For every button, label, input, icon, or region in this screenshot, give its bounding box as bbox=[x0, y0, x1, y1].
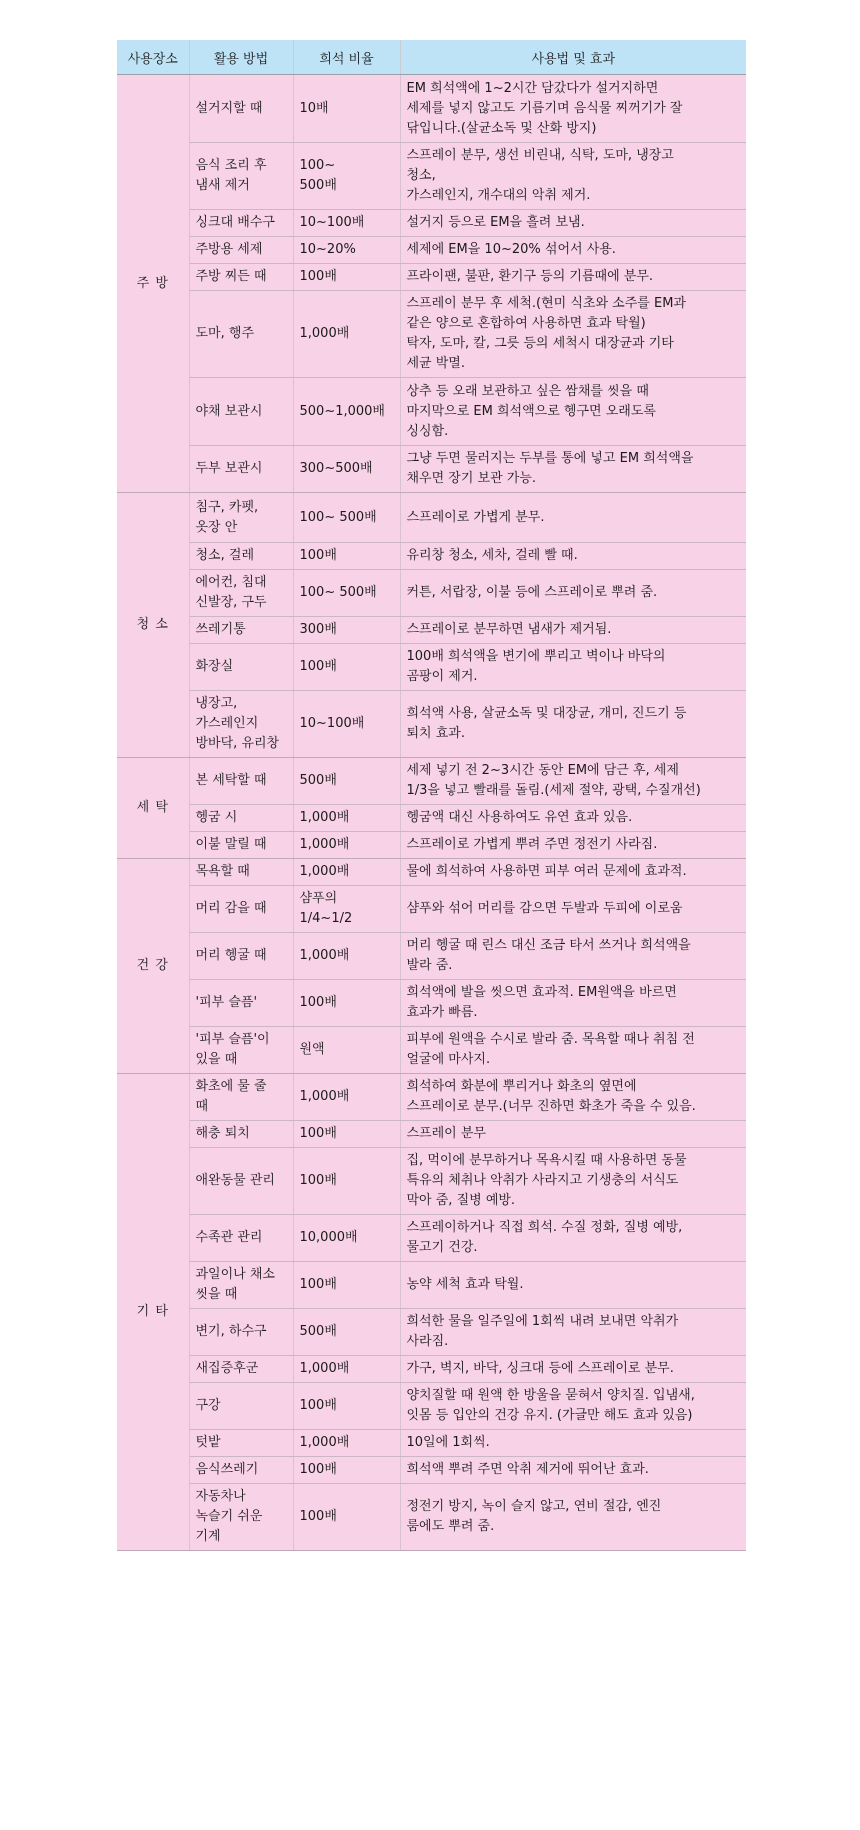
table-body bbox=[117, 75, 746, 1551]
table-header bbox=[117, 40, 746, 75]
table-row bbox=[117, 617, 746, 644]
method-cell: 머리 헹굴 때 bbox=[189, 933, 293, 980]
effect-cell: 상추 등 오래 보관하고 싶은 쌈채를 씻을 때 마지막으로 EM 희석액으로 헹구면 오래도록 싱싱함. bbox=[400, 378, 746, 446]
method-cell: 헹굼 시 bbox=[189, 805, 293, 832]
ratio-cell: 10,000배 bbox=[293, 1215, 400, 1262]
effect-cell: 머리 헹굴 때 린스 대신 조금 타서 쓰거나 희석액을 발라 줌. bbox=[400, 933, 746, 980]
method-cell: 머리 감을 때 bbox=[189, 886, 293, 933]
effect-cell: 세제에 EM을 10~20% 섞어서 사용. bbox=[400, 237, 746, 264]
effect-cell: 농약 세척 효과 탁월. bbox=[400, 1262, 746, 1309]
effect-cell: 피부에 원액을 수시로 발라 줌. 목욕할 때나 취침 전 얼굴에 마사지. bbox=[400, 1027, 746, 1074]
ratio-cell: 500배 bbox=[293, 1309, 400, 1356]
table-row bbox=[117, 1356, 746, 1383]
ratio-cell: 100배 bbox=[293, 543, 400, 570]
ratio-cell: 원액 bbox=[293, 1027, 400, 1074]
table-row bbox=[117, 264, 746, 291]
effect-cell: 세제 넣기 전 2~3시간 동안 EM에 담근 후, 세제 1/3을 넣고 빨래를 돌림.(세제 절약, 광택, 수질개선) bbox=[400, 758, 746, 805]
method-cell: 과일이나 채소 씻을 때 bbox=[189, 1262, 293, 1309]
ratio-cell: 100~ 500배 bbox=[293, 493, 400, 543]
method-cell: 화초에 물 줄 때 bbox=[189, 1074, 293, 1121]
effect-cell: 설거지 등으로 EM을 흘려 보냄. bbox=[400, 210, 746, 237]
ratio-cell: 100배 bbox=[293, 980, 400, 1027]
effect-cell: 프라이팬, 불판, 환기구 등의 기름때에 분무. bbox=[400, 264, 746, 291]
method-cell: 목욕할 때 bbox=[189, 859, 293, 886]
method-cell: 음식쓰레기 bbox=[189, 1457, 293, 1484]
method-cell: 주방 찌든 때 bbox=[189, 264, 293, 291]
em-usage-table bbox=[117, 40, 746, 1551]
table-row bbox=[117, 805, 746, 832]
effect-cell: 커튼, 서랍장, 이불 등에 스프레이로 뿌려 줌. bbox=[400, 570, 746, 617]
table-row bbox=[117, 75, 746, 143]
effect-cell: 희석한 물을 일주일에 1회씩 내려 보내면 악취가 사라짐. bbox=[400, 1309, 746, 1356]
effect-cell: 희석하여 화분에 뿌리거나 화초의 옆면에 스프레이로 분무.(너무 진하면 화초가 죽을 수 있음. bbox=[400, 1074, 746, 1121]
effect-cell: 희석액 뿌려 주면 악취 제거에 뛰어난 효과. bbox=[400, 1457, 746, 1484]
ratio-cell: 100배 bbox=[293, 1457, 400, 1484]
ratio-cell: 100배 bbox=[293, 1148, 400, 1215]
method-cell: 화장실 bbox=[189, 644, 293, 691]
ratio-cell: 1,000배 bbox=[293, 933, 400, 980]
effect-cell: 스프레이 분무 후 세척.(현미 식초와 소주를 EM과 같은 양으로 혼합하여 사용하면 효과 탁월) 탁자, 도마, 칼, 그릇 등의 세척시 대장균과 기타 세균 박멸. bbox=[400, 291, 746, 378]
method-cell: 애완동물 관리 bbox=[189, 1148, 293, 1215]
ratio-cell: 1,000배 bbox=[293, 832, 400, 859]
method-cell: 에어컨, 침대 신발장, 구두 bbox=[189, 570, 293, 617]
method-cell: 야채 보관시 bbox=[189, 378, 293, 446]
effect-cell: 샴푸와 섞어 머리를 감으면 두발과 두피에 이로움 bbox=[400, 886, 746, 933]
effect-cell: 유리창 청소, 세차, 걸레 빨 때. bbox=[400, 543, 746, 570]
effect-cell: 희석액에 발을 씻으면 효과적. EM원액을 바르면 효과가 빠름. bbox=[400, 980, 746, 1027]
ratio-cell: 100~ 500배 bbox=[293, 143, 400, 210]
method-cell: 음식 조리 후 냄새 제거 bbox=[189, 143, 293, 210]
ratio-cell: 10~100배 bbox=[293, 210, 400, 237]
category-cell: 청 소 bbox=[117, 493, 189, 758]
method-cell: 구강 bbox=[189, 1383, 293, 1430]
table-row bbox=[117, 143, 746, 210]
effect-cell: 스프레이하거나 직접 희석. 수질 정화, 질병 예방, 물고기 건강. bbox=[400, 1215, 746, 1262]
category-cell: 세 탁 bbox=[117, 758, 189, 859]
table-row bbox=[117, 291, 746, 378]
ratio-cell: 1,000배 bbox=[293, 805, 400, 832]
method-cell: 쓰레기통 bbox=[189, 617, 293, 644]
table-row bbox=[117, 886, 746, 933]
method-cell: 주방용 세제 bbox=[189, 237, 293, 264]
ratio-cell: 1,000배 bbox=[293, 291, 400, 378]
ratio-cell: 500~1,000배 bbox=[293, 378, 400, 446]
effect-cell: 스프레이로 분무하면 냄새가 제거됨. bbox=[400, 617, 746, 644]
ratio-cell: 샴푸의 1/4~1/2 bbox=[293, 886, 400, 933]
method-cell: 해충 퇴치 bbox=[189, 1121, 293, 1148]
effect-cell: 스프레이 분무, 생선 비린내, 식탁, 도마, 냉장고 청소, 가스레인지, 개수대의 악취 제거. bbox=[400, 143, 746, 210]
effect-cell: 물에 희석하여 사용하면 피부 여러 문제에 효과적. bbox=[400, 859, 746, 886]
ratio-cell: 10~100배 bbox=[293, 691, 400, 758]
effect-cell: 그냥 두면 물러지는 두부를 통에 넣고 EM 희석액을 채우면 장기 보관 가능. bbox=[400, 446, 746, 493]
header-method: 활용 방법 bbox=[189, 40, 293, 75]
ratio-cell: 10~20% bbox=[293, 237, 400, 264]
table-row bbox=[117, 1430, 746, 1457]
effect-cell: 스프레이로 가볍게 분무. bbox=[400, 493, 746, 543]
table-row bbox=[117, 644, 746, 691]
table-row bbox=[117, 859, 746, 886]
ratio-cell: 500배 bbox=[293, 758, 400, 805]
effect-cell: 10일에 1회씩. bbox=[400, 1430, 746, 1457]
ratio-cell: 300배 bbox=[293, 617, 400, 644]
em-usage-table-container bbox=[117, 40, 746, 1551]
ratio-cell: 100배 bbox=[293, 1262, 400, 1309]
ratio-cell: 10배 bbox=[293, 75, 400, 143]
method-cell: 변기, 하수구 bbox=[189, 1309, 293, 1356]
method-cell: '피부 슬픔' bbox=[189, 980, 293, 1027]
category-cell: 주 방 bbox=[117, 75, 189, 493]
method-cell: 침구, 카펫, 옷장 안 bbox=[189, 493, 293, 543]
effect-cell: 양치질할 때 원액 한 방울을 묻혀서 양치질. 입냄새, 잇몸 등 입안의 건강 유지. (가글만 해도 효과 있음) bbox=[400, 1383, 746, 1430]
ratio-cell: 100배 bbox=[293, 1121, 400, 1148]
table-row bbox=[117, 1262, 746, 1309]
method-cell: 이불 말릴 때 bbox=[189, 832, 293, 859]
effect-cell: 헹굼액 대신 사용하여도 유연 효과 있음. bbox=[400, 805, 746, 832]
header-place: 사용장소 bbox=[117, 40, 189, 75]
ratio-cell: 1,000배 bbox=[293, 1074, 400, 1121]
header-ratio: 희석 비율 bbox=[293, 40, 400, 75]
effect-cell: 희석액 사용, 살균소독 및 대장균, 개미, 진드기 등 퇴치 효과. bbox=[400, 691, 746, 758]
method-cell: 본 세탁할 때 bbox=[189, 758, 293, 805]
ratio-cell: 1,000배 bbox=[293, 859, 400, 886]
method-cell: 수족관 관리 bbox=[189, 1215, 293, 1262]
table-row bbox=[117, 758, 746, 805]
ratio-cell: 100배 bbox=[293, 1383, 400, 1430]
method-cell: 설거지할 때 bbox=[189, 75, 293, 143]
effect-cell: 스프레이로 가볍게 뿌려 주면 정전기 사라짐. bbox=[400, 832, 746, 859]
table-row bbox=[117, 1215, 746, 1262]
effect-cell: 100배 희석액을 변기에 뿌리고 벽이나 바닥의 곰팡이 제거. bbox=[400, 644, 746, 691]
ratio-cell: 1,000배 bbox=[293, 1356, 400, 1383]
table-row bbox=[117, 691, 746, 758]
table-row bbox=[117, 1148, 746, 1215]
table-row bbox=[117, 378, 746, 446]
table-row bbox=[117, 493, 746, 543]
category-cell: 기 타 bbox=[117, 1074, 189, 1551]
header-row bbox=[117, 40, 746, 75]
method-cell: '피부 슬픔'이 있을 때 bbox=[189, 1027, 293, 1074]
ratio-cell: 100배 bbox=[293, 644, 400, 691]
table-row bbox=[117, 1457, 746, 1484]
table-row bbox=[117, 1121, 746, 1148]
header-effect: 사용법 및 효과 bbox=[400, 40, 746, 75]
table-row bbox=[117, 1074, 746, 1121]
category-cell: 건 강 bbox=[117, 859, 189, 1074]
table-row bbox=[117, 570, 746, 617]
ratio-cell: 1,000배 bbox=[293, 1430, 400, 1457]
method-cell: 도마, 행주 bbox=[189, 291, 293, 378]
method-cell: 싱크대 배수구 bbox=[189, 210, 293, 237]
ratio-cell: 100~ 500배 bbox=[293, 570, 400, 617]
effect-cell: 집, 먹이에 분무하거나 목욕시킬 때 사용하면 동물 특유의 체취나 악취가 사라지고 기생충의 서식도 막아 줌, 질병 예방. bbox=[400, 1148, 746, 1215]
table-row bbox=[117, 1027, 746, 1074]
effect-cell: 가구, 벽지, 바닥, 싱크대 등에 스프레이로 분무. bbox=[400, 1356, 746, 1383]
effect-cell: 스프레이 분무 bbox=[400, 1121, 746, 1148]
ratio-cell: 300~500배 bbox=[293, 446, 400, 493]
method-cell: 텃밭 bbox=[189, 1430, 293, 1457]
ratio-cell: 100배 bbox=[293, 264, 400, 291]
method-cell: 두부 보관시 bbox=[189, 446, 293, 493]
method-cell: 자동차나 녹슬기 쉬운 기계 bbox=[189, 1484, 293, 1551]
table-row bbox=[117, 1383, 746, 1430]
table-row bbox=[117, 446, 746, 493]
table-row bbox=[117, 237, 746, 264]
ratio-cell: 100배 bbox=[293, 1484, 400, 1551]
method-cell: 냉장고, 가스레인지 방바닥, 유리창 bbox=[189, 691, 293, 758]
table-row bbox=[117, 933, 746, 980]
effect-cell: 정전기 방지, 녹이 슬지 않고, 연비 절감, 엔진 룸에도 뿌려 줌. bbox=[400, 1484, 746, 1551]
table-row bbox=[117, 1484, 746, 1551]
method-cell: 새집증후군 bbox=[189, 1356, 293, 1383]
table-row bbox=[117, 980, 746, 1027]
effect-cell: EM 희석액에 1~2시간 담갔다가 설거지하면 세제를 넣지 않고도 기름기며 음식물 찌꺼기가 잘 닦입니다.(살균소독 및 산화 방지) bbox=[400, 75, 746, 143]
table-row bbox=[117, 210, 746, 237]
method-cell: 청소, 걸레 bbox=[189, 543, 293, 570]
table-row bbox=[117, 1309, 746, 1356]
table-row bbox=[117, 832, 746, 859]
table-row bbox=[117, 543, 746, 570]
